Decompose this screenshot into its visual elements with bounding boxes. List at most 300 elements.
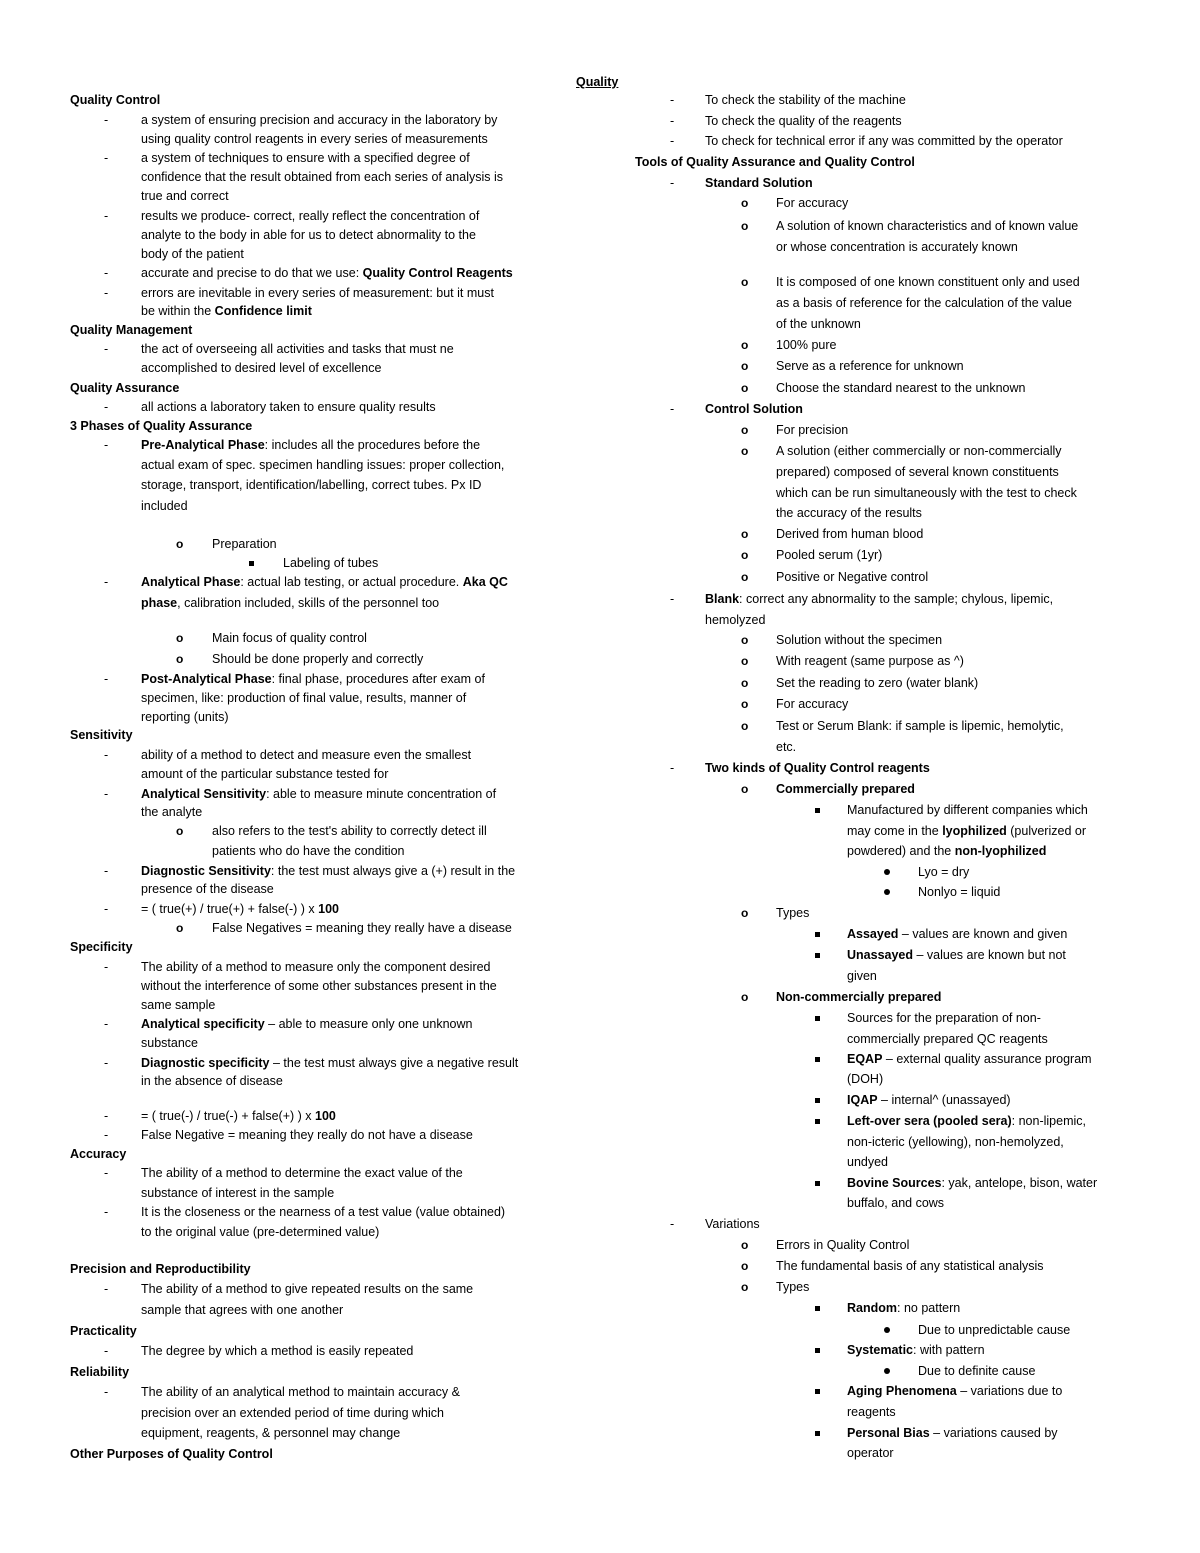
right-column-line: [776, 337, 836, 353]
right-column-line: [705, 92, 906, 108]
dash-bullet-icon: -: [104, 1385, 109, 1399]
text: : with pattern: [913, 1343, 985, 1357]
right-column-line: [776, 505, 922, 521]
text: amount of the particular substance tested for: [141, 767, 389, 781]
circle-bullet-icon: o: [741, 676, 749, 690]
left-column-line: [141, 766, 388, 782]
text: without the interference of some other substances present in the: [141, 979, 497, 993]
text: body of the patient: [141, 247, 244, 261]
circle-bullet-icon: o: [176, 631, 184, 645]
circle-bullet-icon: o: [741, 196, 749, 210]
text: Preparation: [212, 537, 277, 551]
text: The ability of a method to determine the exact value of the: [141, 1166, 463, 1180]
left-column-line: [70, 1364, 129, 1380]
text: – values are known and given: [898, 927, 1068, 941]
text: a system of techniques to ensure with a specified degree of: [141, 151, 470, 165]
text: Derived from human blood: [776, 527, 924, 541]
dash-bullet-icon: -: [104, 672, 109, 686]
bold-text: non-lyophilized: [954, 844, 1047, 858]
left-column-line: [141, 863, 515, 879]
right-column-line: [847, 1195, 944, 1211]
right-column-line: [918, 884, 1000, 900]
left-column-line: [141, 978, 497, 994]
left-column-line: [70, 1261, 251, 1277]
text: commercially prepared QC reagents: [847, 1032, 1048, 1046]
bold-text: Sensitivity: [70, 728, 133, 742]
dash-bullet-icon: -: [670, 761, 675, 775]
right-column-line: [847, 947, 1066, 963]
text: Should be done properly and correctly: [212, 652, 424, 666]
text: true and correct: [141, 189, 229, 203]
text: Labeling of tubes: [283, 556, 379, 570]
square-bullet-icon: [249, 561, 254, 566]
text: : no pattern: [897, 1301, 961, 1315]
text: using quality control reagents in every series of measurements: [141, 132, 488, 146]
left-column-line: [141, 1035, 198, 1051]
right-column-line: [847, 1154, 888, 1170]
text: False Negatives = meaning they really have a disease: [212, 921, 512, 935]
left-column-line: [141, 303, 312, 319]
left-column-line: [141, 265, 513, 281]
text: powdered) and the: [847, 844, 955, 858]
text: Sources for the preparation of non-: [847, 1011, 1041, 1025]
dash-bullet-icon: -: [670, 114, 675, 128]
bold-text: Bovine Sources: [847, 1176, 942, 1190]
right-column-line: [705, 133, 1063, 149]
left-column-line: [141, 595, 439, 611]
text: (pulverized or: [1006, 824, 1086, 838]
text: as a basis of reference for the calculation of the value: [776, 296, 1073, 310]
right-column-line: [847, 1383, 1062, 1399]
circle-bullet-icon: o: [741, 219, 749, 233]
bold-text: Assayed: [847, 927, 899, 941]
right-column-line: [918, 1363, 1035, 1379]
text: operator: [847, 1446, 894, 1460]
bold-text: Quality Control: [70, 93, 161, 107]
dash-bullet-icon: -: [104, 400, 109, 414]
bold-text: 100: [315, 1109, 336, 1123]
circle-bullet-icon: o: [741, 338, 749, 352]
dash-bullet-icon: -: [104, 748, 109, 762]
text: may come in the: [847, 824, 943, 838]
dash-bullet-icon: -: [104, 1205, 109, 1219]
bold-text: 3 Phases of Quality Assurance: [70, 419, 253, 433]
text: – variations caused by: [929, 1426, 1058, 1440]
right-column-line: [705, 401, 803, 417]
right-column-line: [776, 739, 796, 755]
circle-bullet-icon: o: [741, 719, 749, 733]
dash-bullet-icon: -: [104, 902, 109, 916]
dash-bullet-icon: -: [670, 93, 675, 107]
text: be within the: [141, 304, 215, 318]
left-column-line: [141, 881, 274, 897]
circle-bullet-icon: o: [741, 1259, 749, 1273]
text: Positive or Negative control: [776, 570, 929, 584]
text: hemolyzed: [705, 613, 766, 627]
left-column-line: [141, 574, 508, 590]
dash-bullet-icon: -: [670, 1217, 675, 1231]
left-column-line: [141, 150, 470, 166]
left-column-line: [141, 1281, 473, 1297]
right-column-line: [847, 926, 1067, 942]
text: accurate and precise to do that we use:: [141, 266, 363, 280]
text: Types: [776, 906, 810, 920]
text: The degree by which a method is easily repeated: [141, 1344, 414, 1358]
right-column-line: [847, 1071, 883, 1087]
text: : includes all the procedures before the: [264, 438, 481, 452]
dash-bullet-icon: -: [670, 592, 675, 606]
right-column-line: [847, 823, 1086, 839]
right-column-line: [847, 1092, 1011, 1108]
bold-text: Confidence limit: [214, 304, 312, 318]
dash-bullet-icon: -: [104, 266, 109, 280]
square-bullet-icon: [815, 953, 820, 958]
text: – able to measure only one unknown: [264, 1017, 473, 1031]
square-bullet-icon: [815, 808, 820, 813]
dash-bullet-icon: -: [104, 113, 109, 127]
circle-bullet-icon: o: [741, 423, 749, 437]
right-column-line: [776, 358, 964, 374]
left-column-line: [141, 246, 244, 262]
left-column-line: [141, 1127, 473, 1143]
left-column-line: [141, 1055, 518, 1071]
left-column-line: [283, 555, 378, 571]
bold-text: Two kinds of Quality Control reagents: [705, 761, 930, 775]
left-column-line: [141, 1108, 336, 1124]
text: : able to measure minute concentration of: [266, 787, 497, 801]
left-column-line: [141, 112, 497, 128]
text: the accuracy of the results: [776, 506, 922, 520]
bold-text: Diagnostic Sensitivity: [141, 864, 271, 878]
bold-text: Unassayed: [847, 948, 914, 962]
right-column-line: [776, 316, 861, 332]
left-column-line: [70, 380, 179, 396]
right-column-line: [705, 1216, 760, 1232]
dash-bullet-icon: -: [104, 1056, 109, 1070]
text: Errors in Quality Control: [776, 1238, 910, 1252]
square-bullet-icon: [815, 1306, 820, 1311]
text: It is composed of one known constituent only and used: [776, 275, 1080, 289]
left-column-line: [141, 1073, 283, 1089]
left-column-line: [141, 477, 481, 493]
left-column-line: [141, 1165, 463, 1181]
text: The ability of an analytical method to maintain accuracy &: [141, 1385, 460, 1399]
text: The fundamental basis of any statistical analysis: [776, 1259, 1044, 1273]
text: With reagent (same purpose as ^): [776, 654, 964, 668]
text: prepared) composed of several known constituents: [776, 465, 1059, 479]
left-column-line: [212, 651, 423, 667]
right-column-line: [776, 569, 928, 585]
text: reporting (units): [141, 710, 229, 724]
bold-text: Specificity: [70, 940, 133, 954]
right-column-line: [705, 175, 813, 191]
text: ability of a method to detect and measure even the smallest: [141, 748, 472, 762]
left-column-line: [141, 786, 496, 802]
left-column-line: [141, 1224, 379, 1240]
text: reagents: [847, 1405, 896, 1419]
bold-text: Diagnostic specificity: [141, 1056, 270, 1070]
right-column-line: [776, 195, 848, 211]
left-column-line: [212, 843, 405, 859]
left-column-line: [141, 1185, 334, 1201]
bold-text: Quality Assurance: [70, 381, 180, 395]
right-column-line: [847, 968, 877, 984]
bold-text: Precision and Reproductibility: [70, 1262, 251, 1276]
text: accomplished to desired level of excellence: [141, 361, 382, 375]
text: analyte to the body in able for us to detect abnormality to the: [141, 228, 476, 242]
dash-bullet-icon: -: [104, 286, 109, 300]
text: , calibration included, skills of the personnel too: [177, 596, 440, 610]
dash-bullet-icon: -: [104, 1344, 109, 1358]
left-column-line: [141, 169, 503, 185]
text: Set the reading to zero (water blank): [776, 676, 979, 690]
text: : actual lab testing, or actual procedure.: [240, 575, 463, 589]
circle-bullet-icon: o: [176, 537, 184, 551]
circle-bullet-icon: o: [741, 444, 749, 458]
left-column-line: [141, 709, 229, 725]
left-column-line: [141, 959, 491, 975]
text: presence of the disease: [141, 882, 274, 896]
left-column-line: [141, 1384, 460, 1400]
left-column-line: [141, 997, 215, 1013]
right-column-line: [776, 274, 1080, 290]
text: Due to unpredictable cause: [918, 1323, 1071, 1337]
left-column-line: [212, 536, 277, 552]
right-column-line: [776, 218, 1078, 234]
text: Due to definite cause: [918, 1364, 1036, 1378]
square-bullet-icon: [815, 1348, 820, 1353]
text: actual exam of spec. specimen handling issues: proper collection,: [141, 458, 505, 472]
right-column-line: [918, 864, 969, 880]
right-column-line: [847, 1031, 1048, 1047]
text: undyed: [847, 1155, 889, 1169]
bold-text: Analytical Phase: [141, 575, 241, 589]
bold-text: EQAP: [847, 1052, 883, 1066]
text: : correct any abnormality to the sample; chylous, lipemic,: [739, 592, 1054, 606]
circle-bullet-icon: o: [741, 697, 749, 711]
left-column-line: [141, 1343, 413, 1359]
right-column-line: [635, 154, 915, 170]
left-column-line: [141, 1405, 444, 1421]
right-column-line: [776, 380, 1025, 396]
circle-bullet-icon: o: [176, 921, 184, 935]
square-bullet-icon: [815, 1016, 820, 1021]
left-column-line: [141, 901, 339, 917]
bold-text: Post-Analytical Phase: [141, 672, 272, 686]
square-bullet-icon: [815, 1181, 820, 1186]
text: precision over an extended period of time during which: [141, 1406, 444, 1420]
right-column-line: [776, 464, 1059, 480]
dash-bullet-icon: -: [670, 176, 675, 190]
right-column-line: [847, 1300, 960, 1316]
left-column-line: [70, 939, 133, 955]
text: For accuracy: [776, 196, 849, 210]
text: = ( true(+) / true(+) + false(-) ) x: [141, 902, 319, 916]
text: Types: [776, 1280, 810, 1294]
text: 100% pure: [776, 338, 837, 352]
dash-bullet-icon: -: [670, 134, 675, 148]
circle-bullet-icon: o: [741, 527, 749, 541]
dash-bullet-icon: -: [104, 1282, 109, 1296]
text: etc.: [776, 740, 797, 754]
circle-bullet-icon: o: [741, 359, 749, 373]
bold-text: Quality Control Reagents: [362, 266, 513, 280]
right-column-line: [847, 1051, 1092, 1067]
circle-bullet-icon: o: [176, 652, 184, 666]
text: also refers to the test's ability to correctly detect ill: [212, 824, 487, 838]
text: which can be run simultaneously with the test to check: [776, 486, 1077, 500]
bold-text: Other Purposes of Quality Control: [70, 1447, 273, 1461]
dash-bullet-icon: -: [104, 151, 109, 165]
text: False Negative = meaning they really do not have a disease: [141, 1128, 473, 1142]
left-column-line: [141, 457, 504, 473]
text: = ( true(-) / true(-) + false(+) ) x: [141, 1109, 315, 1123]
text: The ability of a method to measure only the component desired: [141, 960, 491, 974]
left-column-line: [141, 227, 476, 243]
text: the analyte: [141, 805, 203, 819]
bold-text: Pre-Analytical Phase: [141, 438, 265, 452]
right-column-line: [705, 760, 930, 776]
circle-bullet-icon: o: [741, 548, 749, 562]
right-column-line: [847, 1113, 1086, 1129]
right-column-line: [776, 485, 1077, 501]
square-bullet-icon: [815, 1098, 820, 1103]
right-column-line: [776, 781, 915, 797]
bold-text: Practicality: [70, 1324, 137, 1338]
left-column-line: [70, 322, 192, 338]
text: Choose the standard nearest to the unknown: [776, 381, 1026, 395]
circle-bullet-icon: o: [741, 990, 749, 1004]
right-column-line: [776, 547, 882, 563]
text: buffalo, and cows: [847, 1196, 945, 1210]
text: A solution of known characteristics and of known value: [776, 219, 1079, 233]
left-column-line: [141, 437, 480, 453]
left-column-line: [70, 727, 133, 743]
text: same sample: [141, 998, 216, 1012]
text: equipment, reagents, & personnel may change: [141, 1426, 401, 1440]
text: : yak, antelope, bison, water: [941, 1176, 1098, 1190]
text: – values are known but not: [913, 948, 1066, 962]
left-column-line: [141, 804, 202, 820]
right-column-line: [776, 295, 1072, 311]
text: Main focus of quality control: [212, 631, 367, 645]
round-bullet-icon: [884, 889, 890, 895]
text: or whose concentration is accurately known: [776, 240, 1018, 254]
text: For accuracy: [776, 697, 849, 711]
right-column-line: [776, 239, 1018, 255]
bold-text: IQAP: [847, 1093, 878, 1107]
bold-text: Aka QC: [462, 575, 508, 589]
text: Solution without the specimen: [776, 633, 943, 647]
left-column-line: [141, 1204, 505, 1220]
circle-bullet-icon: o: [741, 633, 749, 647]
dash-bullet-icon: -: [104, 575, 109, 589]
dash-bullet-icon: -: [104, 1128, 109, 1142]
page-title: Quality: [576, 75, 619, 89]
left-column-line: [212, 920, 512, 936]
text: For precision: [776, 423, 849, 437]
text: storage, transport, identification/labelling, correct tubes. Px ID: [141, 478, 482, 492]
text: Nonlyo = liquid: [918, 885, 1001, 899]
right-column-line: [847, 1425, 1058, 1441]
right-column-line: [776, 905, 809, 921]
text: substance: [141, 1036, 198, 1050]
circle-bullet-icon: o: [741, 906, 749, 920]
text: Serve as a reference for unknown: [776, 359, 964, 373]
left-column-line: [141, 671, 485, 687]
text: – the test must always give a negative result: [269, 1056, 519, 1070]
text: To check for technical error if any was committed by the operator: [705, 134, 1063, 148]
text: given: [847, 969, 877, 983]
text: to the original value (pre-determined value): [141, 1225, 380, 1239]
right-column-line: [847, 1342, 985, 1358]
round-bullet-icon: [884, 869, 890, 875]
left-column-line: [212, 630, 367, 646]
text: all actions a laboratory taken to ensure quality results: [141, 400, 436, 414]
left-column-line: [141, 747, 471, 763]
right-column-line: [705, 591, 1053, 607]
right-column-line: [776, 696, 848, 712]
bold-text: Quality Management: [70, 323, 193, 337]
left-column-line: [141, 690, 466, 706]
bold-text: Aging Phenomena: [847, 1384, 957, 1398]
text: – internal^ (unassayed): [877, 1093, 1011, 1107]
square-bullet-icon: [815, 1431, 820, 1436]
right-column-line: [776, 1279, 809, 1295]
text: To check the stability of the machine: [705, 93, 906, 107]
text: Manufactured by different companies which: [847, 803, 1088, 817]
text: : the test must always give a (+) result in the: [270, 864, 516, 878]
bold-text: Personal Bias: [847, 1426, 930, 1440]
text: – variations due to: [956, 1384, 1063, 1398]
square-bullet-icon: [815, 1389, 820, 1394]
right-column-line: [847, 1445, 894, 1461]
left-column-line: [70, 1323, 137, 1339]
dash-bullet-icon: -: [104, 342, 109, 356]
text: : final phase, procedures after exam of: [271, 672, 485, 686]
text: A solution (either commercially or non-commercially: [776, 444, 1062, 458]
bold-text: lyophilized: [942, 824, 1007, 838]
right-column-line: [776, 422, 848, 438]
left-column-line: [141, 498, 188, 514]
text: the act of overseeing all activities and tasks that must ne: [141, 342, 454, 356]
square-bullet-icon: [815, 1119, 820, 1124]
bold-text: Systematic: [847, 1343, 914, 1357]
text: (DOH): [847, 1072, 884, 1086]
right-column-line: [847, 802, 1088, 818]
circle-bullet-icon: o: [741, 381, 749, 395]
text: confidence that the result obtained from each series of analysis is: [141, 170, 504, 184]
right-column-line: [705, 612, 765, 628]
text: Pooled serum (1yr): [776, 548, 883, 562]
dash-bullet-icon: -: [104, 787, 109, 801]
circle-bullet-icon: o: [741, 570, 749, 584]
text: Lyo = dry: [918, 865, 970, 879]
text: a system of ensuring precision and accuracy in the laboratory by: [141, 113, 498, 127]
left-column-line: [141, 1302, 343, 1318]
square-bullet-icon: [815, 1057, 820, 1062]
dash-bullet-icon: -: [104, 438, 109, 452]
left-column-line: [70, 1146, 126, 1162]
text: Variations: [705, 1217, 760, 1231]
left-column-line: [70, 92, 160, 108]
text: in the absence of disease: [141, 1074, 283, 1088]
text: results we produce- correct, really reflect the concentration of: [141, 209, 480, 223]
text: specimen, like: production of final value, results, manner of: [141, 691, 467, 705]
text: of the unknown: [776, 317, 861, 331]
bold-text: Random: [847, 1301, 897, 1315]
circle-bullet-icon: o: [741, 654, 749, 668]
